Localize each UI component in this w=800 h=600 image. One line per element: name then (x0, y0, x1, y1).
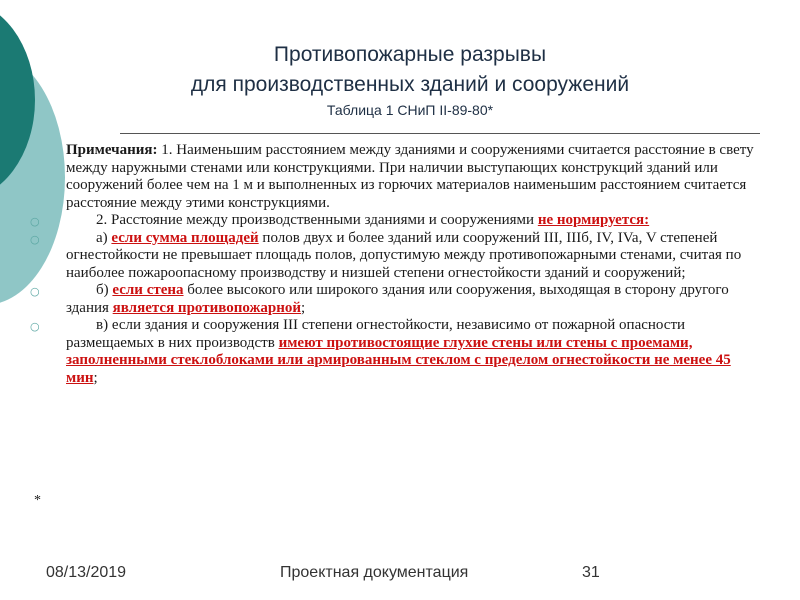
note-c-end: ; (93, 369, 98, 386)
note-b-highlight-2: является противопожарной (112, 299, 302, 316)
note-c-text: в) если здания и сооружения III степени огнестойкости, независимо от пожарной опасности размещаемых в них производств (66, 317, 686, 351)
title-divider (120, 133, 760, 134)
note-b (30, 282, 766, 317)
note-a-text: полов двух и более зданий или сооружений III, IIIб, IV, IVa, V степеней огнестойкости не превышает площадь полов, допустимую между противопожарными стенами, считая по наиболее пожароопасному производству и низшей степени огнестойкости зданий и сооружений; (66, 229, 742, 281)
note-a-prefix: а) (96, 229, 112, 246)
notes-label: Примечания: (66, 142, 158, 158)
note-2 (30, 212, 766, 230)
note-b-text: более высокого или широкого здания или сооружения, выходящая в сторону другого здания (66, 282, 729, 316)
slide-subtitle: Таблица 1 СНиП II-89-80* (326, 102, 494, 118)
ring-bullet-icon: ○ (30, 232, 40, 246)
footer-title: Проектная документация (280, 564, 469, 581)
ring-bullet-icon: ○ (30, 320, 40, 333)
note-a-highlight: если сумма площадей (111, 229, 259, 246)
title-line-2: для производственных зданий и сооружений (190, 73, 630, 96)
footer-page-number: 31 (582, 564, 600, 581)
note-a (30, 229, 766, 283)
note-c (30, 317, 766, 387)
note-2-highlight: не нормируется: (537, 212, 650, 228)
note-1 (66, 142, 766, 212)
note-c-highlight: имеют противостоящие глухие стены или стены с проемами, заполненными стеклоблоками или армированным стеклом с пределом огнестойкости не менее 45 мин (66, 334, 731, 386)
slide-title (110, 40, 710, 100)
note-1-text: 1. Наименьшим расстоянием между зданиями и сооружениями считается расстояние в свету между наружными стенами или конструкциями. При наличии выступающих конструкций зданий или сооружений более чем на 1 м и выполненных из горючих материалов наименьшим расстоянием считается расстояние между этими конструкциями. (66, 142, 754, 211)
ring-bullet-icon: ○ (30, 215, 40, 228)
footer-date: 08/13/2019 (46, 564, 127, 581)
note-2-text: 2. Расстояние между производственными зданиями и сооружениями (96, 212, 538, 228)
note-b-prefix: б) (96, 282, 113, 298)
notes-body (30, 142, 766, 387)
note-b-highlight-1: если стена (112, 282, 184, 298)
ring-bullet-icon: ○ (30, 285, 40, 298)
note-b-end: ; (301, 299, 306, 316)
footnote-star: * (34, 493, 41, 508)
title-line-1: Противопожарные разрывы (273, 43, 547, 66)
